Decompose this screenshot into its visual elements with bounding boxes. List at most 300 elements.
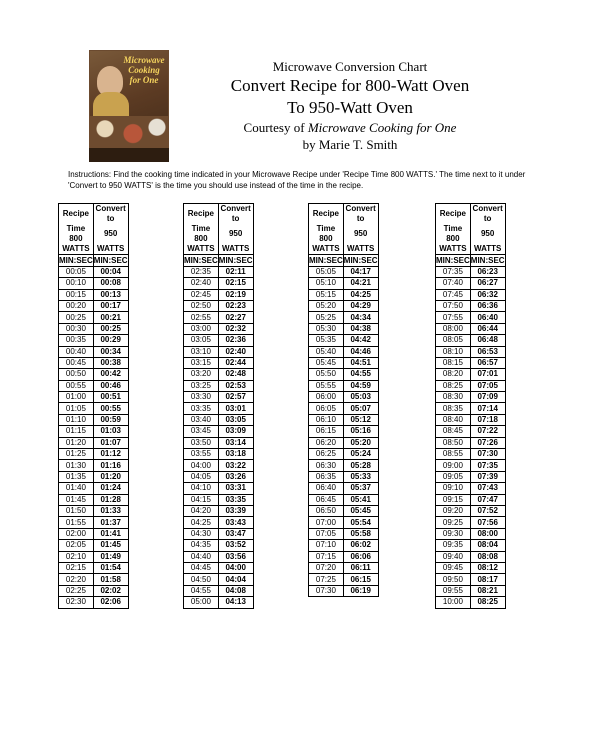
recipe-time-cell: 07:20 bbox=[309, 562, 344, 573]
table-row bbox=[436, 449, 506, 460]
converted-time-cell: 04:08 bbox=[218, 585, 253, 596]
converted-time-cell: 04:13 bbox=[218, 597, 253, 608]
table-row bbox=[436, 483, 506, 494]
table-row bbox=[436, 562, 506, 573]
table-row bbox=[59, 414, 129, 425]
table-row bbox=[59, 471, 129, 482]
header-convert-to: Convert to bbox=[343, 204, 378, 225]
recipe-time-cell: 01:45 bbox=[59, 494, 94, 505]
table-row bbox=[59, 312, 129, 323]
table-row bbox=[59, 483, 129, 494]
unit-label: MIN:SEC bbox=[343, 255, 378, 265]
converted-time-cell: 03:43 bbox=[218, 517, 253, 528]
recipe-time-cell: 05:20 bbox=[309, 300, 344, 311]
table-row bbox=[184, 369, 254, 380]
converted-time-cell: 01:28 bbox=[93, 494, 128, 505]
table-header-row bbox=[59, 204, 129, 225]
converted-time-cell: 07:09 bbox=[470, 392, 505, 403]
table-row bbox=[309, 471, 379, 482]
table-header-row bbox=[184, 244, 254, 255]
table-row bbox=[309, 380, 379, 391]
converted-time-cell: 02:48 bbox=[218, 369, 253, 380]
table-row bbox=[184, 574, 254, 585]
table-row bbox=[59, 540, 129, 551]
recipe-time-cell: 03:25 bbox=[184, 380, 219, 391]
recipe-time-cell: 07:40 bbox=[436, 278, 471, 289]
recipe-time-cell: 06:40 bbox=[309, 483, 344, 494]
converted-time-cell: 07:56 bbox=[470, 517, 505, 528]
recipe-time-cell: 04:55 bbox=[184, 585, 219, 596]
converted-time-cell: 06:48 bbox=[470, 335, 505, 346]
table-row bbox=[436, 369, 506, 380]
table-row bbox=[309, 414, 379, 425]
table-row bbox=[184, 312, 254, 323]
converted-time-cell: 03:14 bbox=[218, 437, 253, 448]
recipe-time-cell: 04:30 bbox=[184, 528, 219, 539]
table-header-row bbox=[184, 224, 254, 244]
table-row bbox=[309, 460, 379, 471]
recipe-time-cell: 07:30 bbox=[309, 585, 344, 596]
converted-time-cell: 03:35 bbox=[218, 494, 253, 505]
recipe-time-cell: 05:25 bbox=[309, 312, 344, 323]
table-row bbox=[309, 369, 379, 380]
converted-time-cell: 00:46 bbox=[93, 380, 128, 391]
recipe-time-cell: 05:00 bbox=[184, 597, 219, 608]
recipe-time-cell: 07:50 bbox=[436, 300, 471, 311]
table-row bbox=[309, 585, 379, 596]
converted-time-cell: 08:08 bbox=[470, 551, 505, 562]
header-recipe-time: Recipe bbox=[184, 204, 219, 225]
table-row bbox=[59, 562, 129, 573]
table-row bbox=[309, 551, 379, 562]
converted-time-cell: 00:38 bbox=[93, 357, 128, 368]
table-row bbox=[436, 494, 506, 505]
table-row bbox=[309, 403, 379, 414]
header-convert-to: WATTS bbox=[218, 244, 253, 255]
converted-time-cell: 07:30 bbox=[470, 449, 505, 460]
table-row bbox=[436, 403, 506, 414]
recipe-time-cell: 08:15 bbox=[436, 357, 471, 368]
converted-time-cell: 03:18 bbox=[218, 449, 253, 460]
converted-time-cell: 04:46 bbox=[343, 346, 378, 357]
converted-time-cell: 00:42 bbox=[93, 369, 128, 380]
converted-time-cell: 04:59 bbox=[343, 380, 378, 391]
recipe-time-cell: 06:50 bbox=[309, 505, 344, 516]
table-row bbox=[184, 278, 254, 289]
recipe-time-cell: 07:25 bbox=[309, 574, 344, 585]
converted-time-cell: 05:20 bbox=[343, 437, 378, 448]
recipe-time-cell: 04:05 bbox=[184, 471, 219, 482]
recipe-time-cell: 02:25 bbox=[59, 585, 94, 596]
recipe-time-cell: 01:40 bbox=[59, 483, 94, 494]
table-row bbox=[59, 278, 129, 289]
converted-time-cell: 07:47 bbox=[470, 494, 505, 505]
table-header-row bbox=[309, 204, 379, 225]
converted-time-cell: 07:52 bbox=[470, 505, 505, 516]
recipe-time-cell: 07:05 bbox=[309, 528, 344, 539]
header-convert-to: WATTS bbox=[470, 244, 505, 255]
recipe-time-cell: 08:55 bbox=[436, 449, 471, 460]
converted-time-cell: 06:23 bbox=[470, 266, 505, 277]
table-row bbox=[436, 551, 506, 562]
recipe-time-cell: 01:15 bbox=[59, 426, 94, 437]
converted-time-cell: 00:04 bbox=[93, 266, 128, 277]
recipe-time-cell: 04:25 bbox=[184, 517, 219, 528]
table-row bbox=[59, 449, 129, 460]
table-row bbox=[436, 312, 506, 323]
recipe-time-cell: 01:55 bbox=[59, 517, 94, 528]
table-row bbox=[59, 335, 129, 346]
table-row bbox=[59, 517, 129, 528]
table-row bbox=[309, 346, 379, 357]
recipe-time-cell: 00:25 bbox=[59, 312, 94, 323]
header-recipe-time: Recipe bbox=[59, 204, 94, 225]
header-convert-to: Convert to bbox=[470, 204, 505, 225]
converted-time-cell: 05:33 bbox=[343, 471, 378, 482]
recipe-time-cell: 01:20 bbox=[59, 437, 94, 448]
recipe-time-cell: 08:45 bbox=[436, 426, 471, 437]
converted-time-cell: 00:51 bbox=[93, 392, 128, 403]
converted-time-cell: 06:36 bbox=[470, 300, 505, 311]
converted-time-cell: 07:26 bbox=[470, 437, 505, 448]
table-header-row bbox=[436, 244, 506, 255]
recipe-time-cell: 03:20 bbox=[184, 369, 219, 380]
recipe-time-cell: 06:10 bbox=[309, 414, 344, 425]
converted-time-cell: 01:45 bbox=[93, 540, 128, 551]
recipe-time-cell: 00:45 bbox=[59, 357, 94, 368]
converted-time-cell: 01:41 bbox=[93, 528, 128, 539]
converted-time-cell: 04:00 bbox=[218, 562, 253, 573]
table-row bbox=[436, 357, 506, 368]
table-row bbox=[59, 460, 129, 471]
book-cover-person-body bbox=[93, 92, 129, 118]
converted-time-cell: 06:44 bbox=[470, 323, 505, 334]
recipe-time-cell: 06:30 bbox=[309, 460, 344, 471]
courtesy-prefix: Courtesy of bbox=[243, 120, 308, 135]
table-row bbox=[59, 266, 129, 277]
table-row bbox=[59, 528, 129, 539]
converted-time-cell: 00:17 bbox=[93, 300, 128, 311]
converted-time-cell: 08:17 bbox=[470, 574, 505, 585]
table-row bbox=[309, 494, 379, 505]
converted-time-cell: 05:03 bbox=[343, 392, 378, 403]
converted-time-cell: 04:51 bbox=[343, 357, 378, 368]
converted-time-cell: 00:25 bbox=[93, 323, 128, 334]
converted-time-cell: 02:44 bbox=[218, 357, 253, 368]
converted-time-cell: 06:06 bbox=[343, 551, 378, 562]
table-row bbox=[436, 323, 506, 334]
converted-time-cell: 06:19 bbox=[343, 585, 378, 596]
converted-time-cell: 03:56 bbox=[218, 551, 253, 562]
recipe-time-cell: 00:10 bbox=[59, 278, 94, 289]
recipe-time-cell: 00:50 bbox=[59, 369, 94, 380]
table-row bbox=[184, 346, 254, 357]
table-row bbox=[436, 528, 506, 539]
table-row bbox=[309, 574, 379, 585]
recipe-time-cell: 03:10 bbox=[184, 346, 219, 357]
table-row bbox=[59, 392, 129, 403]
table-row bbox=[184, 562, 254, 573]
table-row bbox=[309, 392, 379, 403]
recipe-time-cell: 04:45 bbox=[184, 562, 219, 573]
converted-time-cell: 03:01 bbox=[218, 403, 253, 414]
table-row bbox=[184, 449, 254, 460]
converted-time-cell: 07:14 bbox=[470, 403, 505, 414]
recipe-time-cell: 05:40 bbox=[309, 346, 344, 357]
table-row bbox=[309, 323, 379, 334]
table-header-row bbox=[309, 224, 379, 244]
converted-time-cell: 03:39 bbox=[218, 505, 253, 516]
converted-time-cell: 07:35 bbox=[470, 460, 505, 471]
table-row bbox=[436, 300, 506, 311]
recipe-time-cell: 04:50 bbox=[184, 574, 219, 585]
table-row bbox=[436, 426, 506, 437]
converted-time-cell: 07:22 bbox=[470, 426, 505, 437]
header-convert-to: 950 bbox=[470, 224, 505, 244]
recipe-time-cell: 02:15 bbox=[59, 562, 94, 573]
unit-label: MIN:SEC bbox=[309, 255, 343, 265]
recipe-time-cell: 06:00 bbox=[309, 392, 344, 403]
table-row bbox=[184, 392, 254, 403]
table-row bbox=[184, 426, 254, 437]
table-header-row bbox=[436, 224, 506, 244]
converted-time-cell: 01:33 bbox=[93, 505, 128, 516]
table-row bbox=[436, 346, 506, 357]
recipe-time-cell: 05:10 bbox=[309, 278, 344, 289]
converted-time-cell: 04:29 bbox=[343, 300, 378, 311]
converted-time-cell: 01:49 bbox=[93, 551, 128, 562]
table-row bbox=[59, 357, 129, 368]
table-row bbox=[309, 426, 379, 437]
table-row bbox=[184, 380, 254, 391]
table-header-row bbox=[184, 204, 254, 225]
recipe-time-cell: 04:40 bbox=[184, 551, 219, 562]
header-recipe-time: Time 800 bbox=[436, 224, 471, 244]
table-row bbox=[59, 505, 129, 516]
recipe-time-cell: 03:35 bbox=[184, 403, 219, 414]
converted-time-cell: 04:25 bbox=[343, 289, 378, 300]
recipe-time-cell: 05:55 bbox=[309, 380, 344, 391]
recipe-time-cell: 02:05 bbox=[59, 540, 94, 551]
unit-label: MIN:SEC bbox=[184, 255, 218, 265]
table-row bbox=[59, 585, 129, 596]
converted-time-cell: 02:53 bbox=[218, 380, 253, 391]
recipe-time-cell: 09:20 bbox=[436, 505, 471, 516]
recipe-time-cell: 00:20 bbox=[59, 300, 94, 311]
table-row bbox=[59, 323, 129, 334]
table-row bbox=[309, 517, 379, 528]
recipe-time-cell: 03:15 bbox=[184, 357, 219, 368]
table-row bbox=[436, 540, 506, 551]
recipe-time-cell: 08:30 bbox=[436, 392, 471, 403]
recipe-time-cell: 01:10 bbox=[59, 414, 94, 425]
converted-time-cell: 00:29 bbox=[93, 335, 128, 346]
converted-time-cell: 08:21 bbox=[470, 585, 505, 596]
table-row bbox=[309, 312, 379, 323]
table-row bbox=[184, 505, 254, 516]
converted-time-cell: 01:12 bbox=[93, 449, 128, 460]
table-row bbox=[184, 551, 254, 562]
table-header-row bbox=[59, 244, 129, 255]
converted-time-cell: 05:54 bbox=[343, 517, 378, 528]
recipe-time-cell: 08:35 bbox=[436, 403, 471, 414]
table-row bbox=[59, 597, 129, 608]
converted-time-cell: 07:18 bbox=[470, 414, 505, 425]
recipe-time-cell: 03:55 bbox=[184, 449, 219, 460]
converted-time-cell: 00:08 bbox=[93, 278, 128, 289]
recipe-time-cell: 06:25 bbox=[309, 449, 344, 460]
table-row bbox=[59, 300, 129, 311]
recipe-time-cell: 03:40 bbox=[184, 414, 219, 425]
table-row bbox=[436, 380, 506, 391]
converted-time-cell: 05:07 bbox=[343, 403, 378, 414]
recipe-time-cell: 07:35 bbox=[436, 266, 471, 277]
header-recipe-time: WATTS bbox=[59, 244, 94, 255]
table-row bbox=[436, 437, 506, 448]
converted-time-cell: 03:22 bbox=[218, 460, 253, 471]
table-row bbox=[184, 483, 254, 494]
table-row bbox=[436, 517, 506, 528]
recipe-time-cell: 02:20 bbox=[59, 574, 94, 585]
recipe-time-cell: 02:50 bbox=[184, 300, 219, 311]
table-header-row bbox=[436, 204, 506, 225]
table-row bbox=[309, 449, 379, 460]
converted-time-cell: 02:57 bbox=[218, 392, 253, 403]
recipe-time-cell: 08:05 bbox=[436, 335, 471, 346]
recipe-time-cell: 02:30 bbox=[59, 597, 94, 608]
table-row bbox=[309, 357, 379, 368]
converted-time-cell: 00:13 bbox=[93, 289, 128, 300]
converted-time-cell: 06:40 bbox=[470, 312, 505, 323]
converted-time-cell: 01:16 bbox=[93, 460, 128, 471]
author-line: by Marie T. Smith bbox=[302, 137, 398, 152]
converted-time-cell: 05:45 bbox=[343, 505, 378, 516]
recipe-time-cell: 00:30 bbox=[59, 323, 94, 334]
recipe-time-cell: 07:15 bbox=[309, 551, 344, 562]
table-unit-row bbox=[436, 255, 506, 266]
converted-time-cell: 05:58 bbox=[343, 528, 378, 539]
converted-time-cell: 04:38 bbox=[343, 323, 378, 334]
converted-time-cell: 01:54 bbox=[93, 562, 128, 573]
table-row bbox=[59, 551, 129, 562]
table-row bbox=[184, 517, 254, 528]
recipe-time-cell: 07:45 bbox=[436, 289, 471, 300]
converted-time-cell: 06:57 bbox=[470, 357, 505, 368]
table-row bbox=[309, 562, 379, 573]
table-row bbox=[184, 585, 254, 596]
table-row bbox=[184, 494, 254, 505]
recipe-time-cell: 07:10 bbox=[309, 540, 344, 551]
recipe-time-cell: 09:40 bbox=[436, 551, 471, 562]
recipe-time-cell: 02:10 bbox=[59, 551, 94, 562]
table-row bbox=[436, 392, 506, 403]
recipe-time-cell: 09:35 bbox=[436, 540, 471, 551]
table-row bbox=[184, 300, 254, 311]
table-row bbox=[184, 289, 254, 300]
recipe-time-cell: 08:10 bbox=[436, 346, 471, 357]
table-row bbox=[184, 471, 254, 482]
converted-time-cell: 07:39 bbox=[470, 471, 505, 482]
table-row bbox=[436, 460, 506, 471]
table-row bbox=[59, 369, 129, 380]
header-convert-to: Convert to bbox=[218, 204, 253, 225]
converted-time-cell: 02:15 bbox=[218, 278, 253, 289]
recipe-time-cell: 01:25 bbox=[59, 449, 94, 460]
converted-time-cell: 07:43 bbox=[470, 483, 505, 494]
header-convert-to: Convert to bbox=[93, 204, 128, 225]
recipe-time-cell: 00:35 bbox=[59, 335, 94, 346]
recipe-time-cell: 01:00 bbox=[59, 392, 94, 403]
recipe-time-cell: 01:05 bbox=[59, 403, 94, 414]
table-row bbox=[309, 505, 379, 516]
recipe-time-cell: 06:05 bbox=[309, 403, 344, 414]
unit-label: MIN:SEC bbox=[470, 255, 505, 265]
conversion-table-4 bbox=[435, 203, 506, 609]
converted-time-cell: 01:07 bbox=[93, 437, 128, 448]
table-row bbox=[59, 574, 129, 585]
table-row bbox=[436, 574, 506, 585]
recipe-time-cell: 04:15 bbox=[184, 494, 219, 505]
table-row bbox=[184, 437, 254, 448]
table-row bbox=[59, 403, 129, 414]
recipe-time-cell: 02:35 bbox=[184, 266, 219, 277]
recipe-time-cell: 06:15 bbox=[309, 426, 344, 437]
recipe-time-cell: 03:00 bbox=[184, 323, 219, 334]
table-row bbox=[436, 278, 506, 289]
table-row bbox=[309, 540, 379, 551]
converted-time-cell: 03:05 bbox=[218, 414, 253, 425]
converted-time-cell: 06:02 bbox=[343, 540, 378, 551]
header-recipe-time: Recipe bbox=[436, 204, 471, 225]
header-convert-to: WATTS bbox=[343, 244, 378, 255]
recipe-time-cell: 09:10 bbox=[436, 483, 471, 494]
table-unit-row bbox=[309, 255, 379, 266]
converted-time-cell: 05:24 bbox=[343, 449, 378, 460]
table-row bbox=[436, 585, 506, 596]
table-row bbox=[309, 278, 379, 289]
table-row bbox=[184, 323, 254, 334]
converted-time-cell: 08:04 bbox=[470, 540, 505, 551]
converted-time-cell: 06:27 bbox=[470, 278, 505, 289]
courtesy-book-title: Microwave Cooking for One bbox=[307, 120, 457, 135]
table-row bbox=[436, 289, 506, 300]
converted-time-cell: 02:19 bbox=[218, 289, 253, 300]
converted-time-cell: 08:25 bbox=[470, 597, 505, 608]
table-row bbox=[436, 597, 506, 608]
recipe-time-cell: 02:00 bbox=[59, 528, 94, 539]
table-row bbox=[436, 505, 506, 516]
table-row bbox=[309, 528, 379, 539]
conversion-title-line2: To 950-Watt Oven bbox=[287, 98, 413, 117]
converted-time-cell: 01:03 bbox=[93, 426, 128, 437]
converted-time-cell: 00:21 bbox=[93, 312, 128, 323]
table-row bbox=[59, 289, 129, 300]
header-recipe-time: Recipe bbox=[309, 204, 344, 225]
converted-time-cell: 01:58 bbox=[93, 574, 128, 585]
recipe-time-cell: 04:10 bbox=[184, 483, 219, 494]
recipe-time-cell: 06:20 bbox=[309, 437, 344, 448]
recipe-time-cell: 09:50 bbox=[436, 574, 471, 585]
converted-time-cell: 05:16 bbox=[343, 426, 378, 437]
recipe-time-cell: 04:20 bbox=[184, 505, 219, 516]
table-header-row bbox=[59, 224, 129, 244]
document-header bbox=[200, 58, 500, 153]
table-unit-row bbox=[184, 255, 254, 266]
recipe-time-cell: 01:50 bbox=[59, 505, 94, 516]
table-row bbox=[184, 403, 254, 414]
table-row bbox=[436, 414, 506, 425]
converted-time-cell: 03:31 bbox=[218, 483, 253, 494]
